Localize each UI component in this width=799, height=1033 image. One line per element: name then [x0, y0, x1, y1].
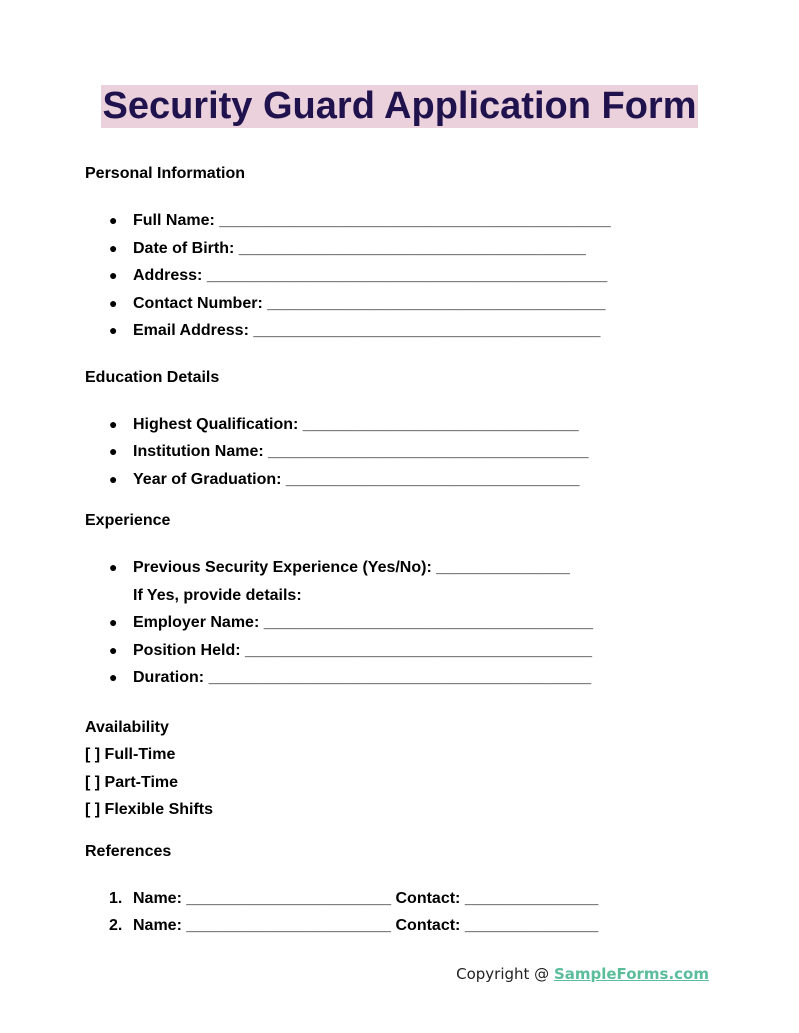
title-wrapper	[0, 85, 799, 128]
fill-blank[interactable]: ____________________________________	[268, 443, 589, 460]
field-label: Full Name:	[133, 212, 215, 229]
fill-blank[interactable]: _______________________________________	[245, 641, 593, 659]
list-item[interactable]	[85, 609, 725, 637]
fill-blank[interactable]: _____________________________________	[263, 614, 593, 631]
bullet-icon: ●	[109, 294, 118, 311]
list-item[interactable]	[85, 235, 725, 263]
education-list	[85, 411, 725, 494]
personal-list	[85, 207, 725, 345]
fill-blank[interactable]: ______________________________________	[267, 294, 606, 312]
bullet-icon: ●	[109, 322, 118, 338]
fill-blank[interactable]: _______________________	[186, 889, 392, 907]
field-label: Date of Birth:	[133, 239, 235, 257]
list-number: 1.	[109, 889, 123, 907]
experience-list	[85, 554, 725, 692]
details-note: If Yes, provide details:	[133, 586, 302, 604]
bullet-icon: ●	[109, 212, 118, 228]
list-number: 2.	[109, 917, 123, 934]
bullet-icon: ●	[109, 239, 118, 256]
fill-blank[interactable]: _______________________	[186, 917, 392, 934]
bullet-icon: ●	[109, 559, 118, 575]
brand-link[interactable]: SampleForms.com	[553, 965, 709, 983]
list-item[interactable]	[85, 207, 725, 235]
section-heading-education: Education Details	[85, 368, 220, 386]
field-label: Contact:	[395, 889, 461, 907]
fill-blank[interactable]: _______________	[464, 917, 599, 934]
bullet-icon: ●	[109, 614, 118, 630]
bullet-icon: ●	[109, 443, 118, 459]
fill-blank[interactable]: ____________________________________________	[219, 212, 611, 229]
field-label: Institution Name:	[133, 443, 264, 460]
fill-blank[interactable]: _______________	[436, 559, 570, 576]
field-label: Duration:	[133, 669, 205, 686]
list-item[interactable]	[85, 290, 725, 318]
field-label: Employer Name:	[133, 614, 260, 631]
references-list	[85, 885, 725, 940]
copyright-text: Copyright @	[456, 965, 554, 983]
list-item[interactable]	[85, 637, 725, 665]
list-item[interactable]	[85, 466, 725, 494]
field-label: Contact:	[395, 917, 461, 934]
field-label: Previous Security Experience (Yes/No):	[133, 559, 432, 576]
checkbox-full-time[interactable]: [ ] Full-Time	[85, 746, 176, 763]
fill-blank[interactable]: _______________________________________	[253, 322, 601, 339]
fill-blank[interactable]: _______________________________________	[238, 239, 586, 257]
page-title: Security Guard Application Form	[102, 85, 697, 127]
section-heading-references: References	[85, 842, 172, 860]
bullet-icon: ●	[109, 267, 118, 283]
list-item[interactable]	[85, 885, 725, 913]
field-label: Name:	[133, 889, 182, 907]
list-item[interactable]	[85, 554, 725, 582]
bullet-icon: ●	[109, 470, 118, 487]
field-label: Highest Qualification:	[133, 415, 299, 433]
list-item[interactable]	[85, 664, 725, 692]
field-label: Name:	[133, 917, 182, 934]
bullet-icon: ●	[109, 669, 118, 685]
list-item[interactable]	[85, 262, 725, 290]
fill-blank[interactable]: ___________________________________________	[208, 669, 592, 686]
form-content	[85, 163, 725, 940]
fill-blank[interactable]: _________________________________	[285, 470, 580, 488]
list-item[interactable]	[85, 317, 725, 345]
field-label: Address:	[133, 267, 203, 284]
list-item[interactable]	[85, 912, 725, 940]
field-label: Year of Graduation:	[133, 470, 282, 488]
field-label: Email Address:	[133, 322, 249, 339]
fill-blank[interactable]: _______________________________	[302, 415, 579, 433]
bullet-icon: ●	[109, 641, 118, 658]
field-label: Contact Number:	[133, 294, 263, 312]
checkbox-flexible-shifts[interactable]: [ ] Flexible Shifts	[85, 801, 214, 818]
list-item[interactable]	[85, 411, 725, 439]
checkbox-part-time[interactable]: [ ] Part-Time	[85, 773, 179, 791]
field-label: Position Held:	[133, 641, 241, 659]
fill-blank[interactable]: _______________	[464, 889, 599, 907]
section-heading-personal: Personal Information	[85, 165, 246, 182]
footer-copyright	[456, 965, 709, 983]
section-heading-experience: Experience	[85, 512, 171, 529]
list-item[interactable]	[85, 438, 725, 466]
bullet-icon: ●	[109, 415, 118, 432]
section-heading-availability: Availability	[85, 718, 169, 736]
fill-blank[interactable]: _____________________________________________	[206, 267, 608, 284]
